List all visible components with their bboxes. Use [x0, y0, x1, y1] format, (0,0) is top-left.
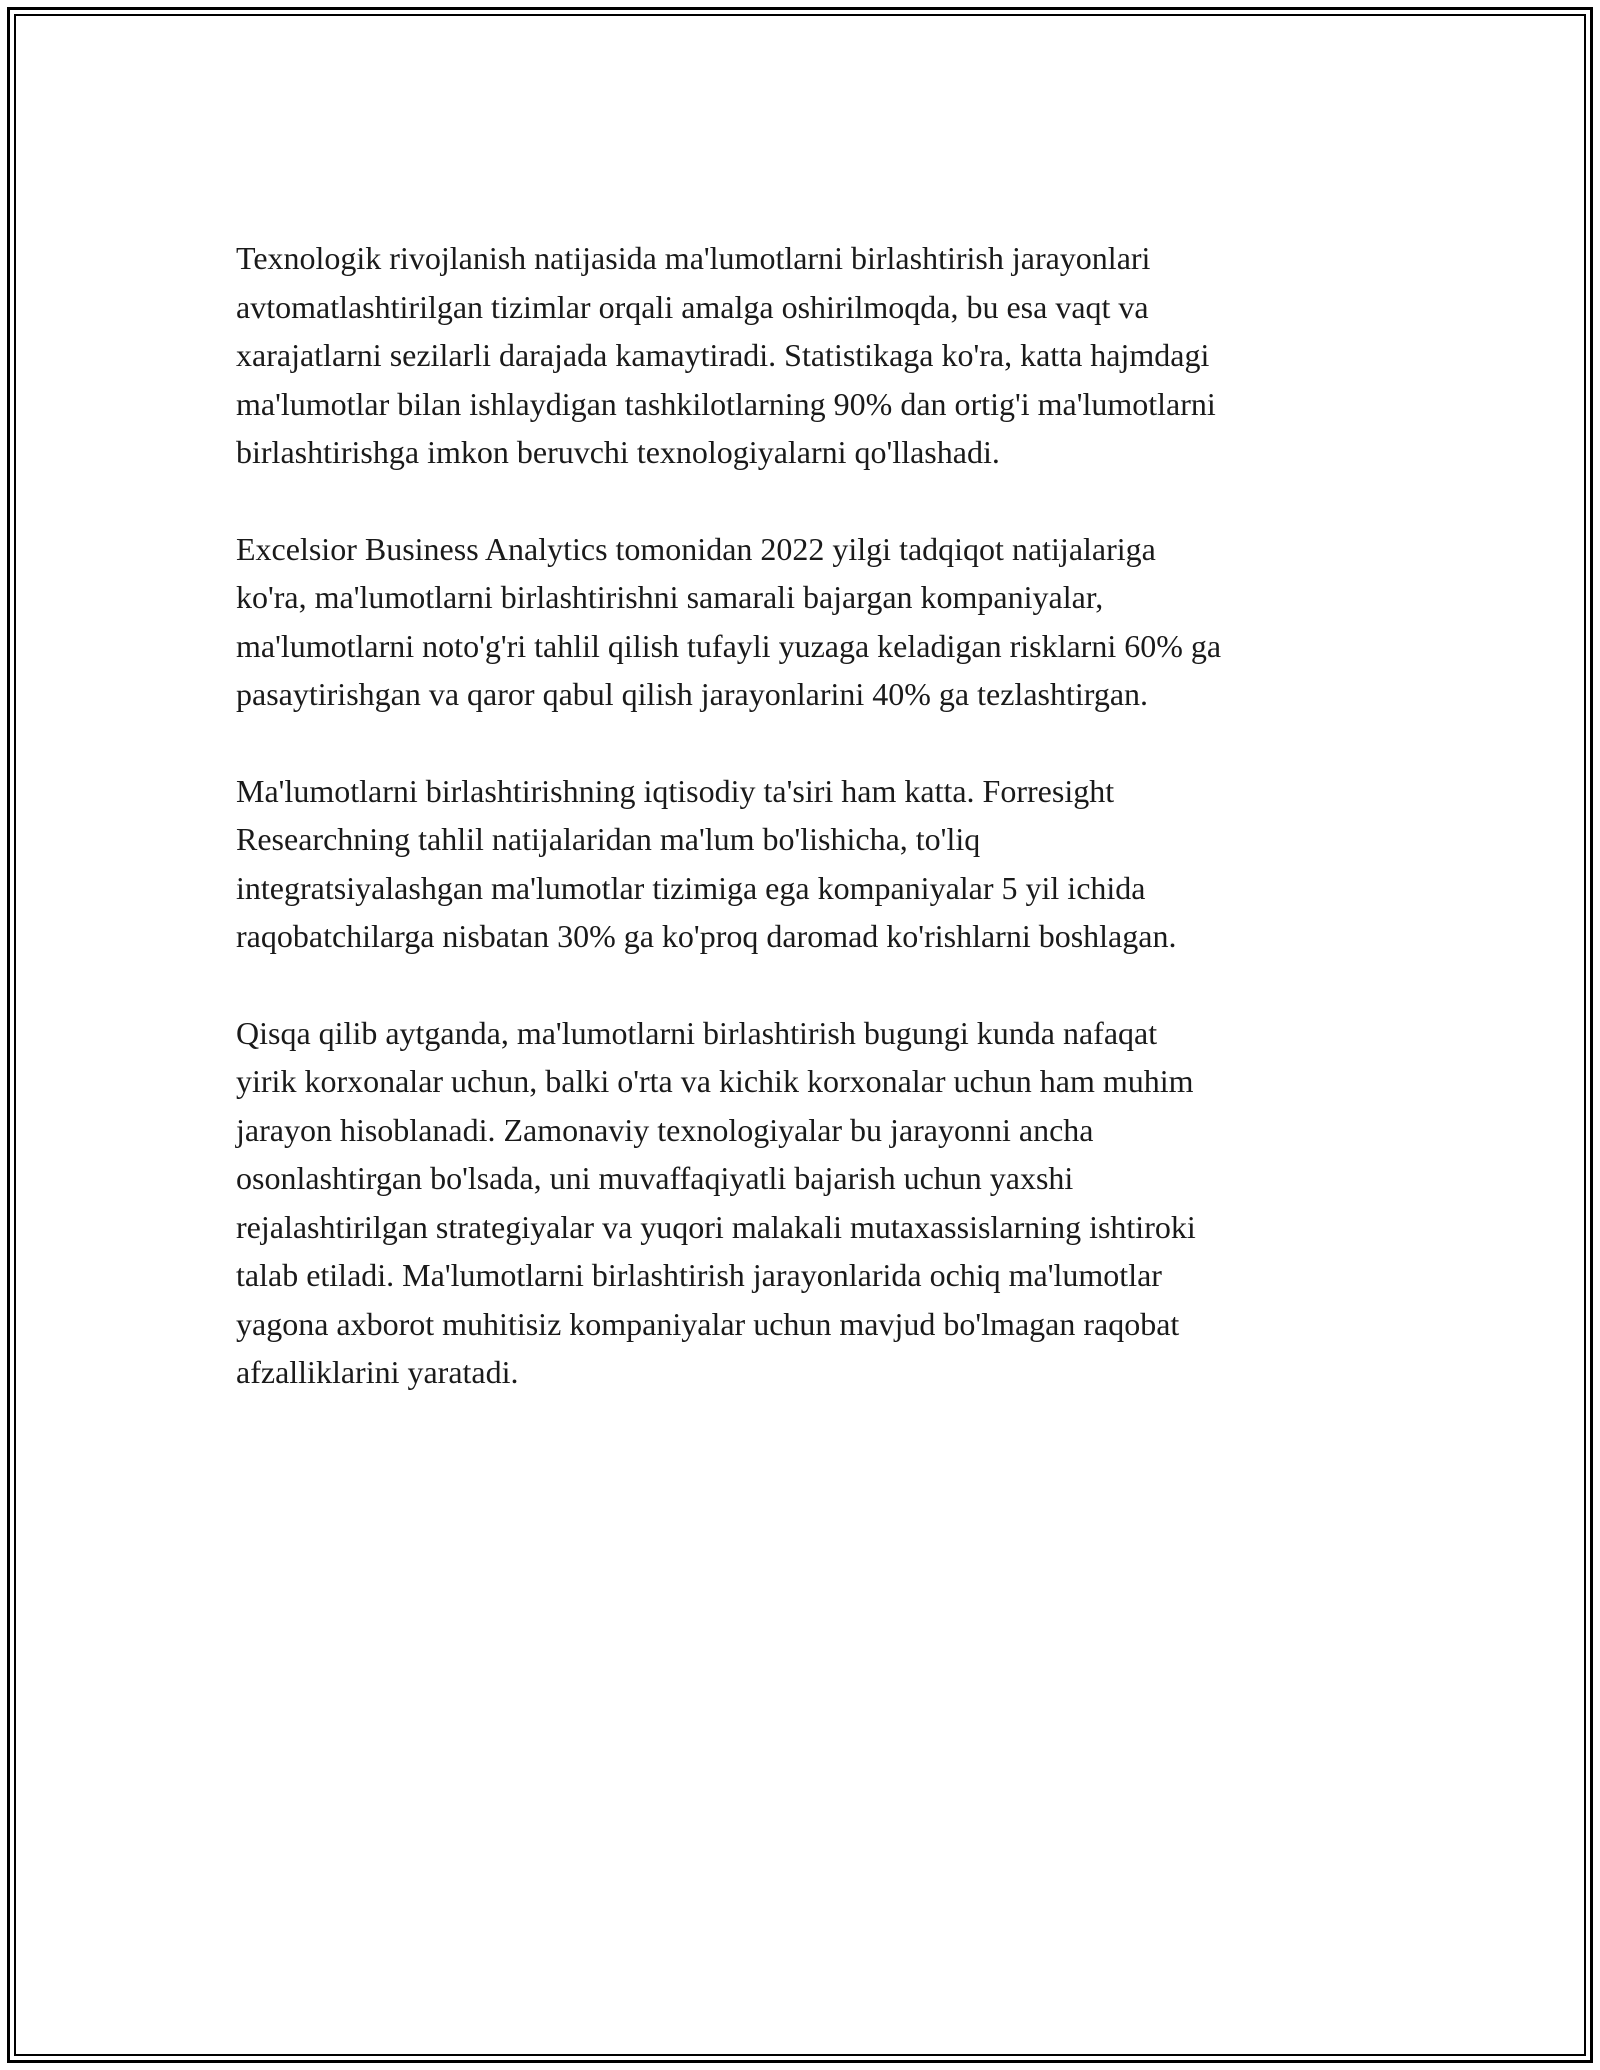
- paragraph-4: Qisqa qilib aytganda, ma'lumotlarni birlashtirish bugungi kunda nafaqat yirik korxonalar uchun, balki o'rta va kichik korxonalar uchun ham muhim jarayon hisoblanadi. Zamonaviy texnologiyalar bu jarayonni ancha osonlashtirgan bo'lsada, uni muvaffaqiyatli bajarish uchun yaxshi rejalashtirilgan strategiyalar va yuqori malakali mutaxassislarning ishtiroki talab etiladi. Ma'lumotlarni birlashtirish jarayonlarida ochiq ma'lumotlar yagona axborot muhitisiz kompaniyalar uchun mavjud bo'lmagan raqobat afzalliklarini yaratadi.: [236, 1014, 1196, 1390]
- paragraph-2: Excelsior Business Analytics tomonidan 2022 yilgi tadqiqot natijalariga ko'ra, ma'lumotlarni birlashtirishni samarali bajargan kompaniyalar, ma'lumotlarni noto'g'ri tahlil qilish tufayli yuzaga keladigan risklarni 60% ga pasaytirishgan va qaror qabul qilish jarayonlarini 40% ga tezlashtirgan.: [236, 530, 1222, 712]
- paragraph-3: Ma'lumotlarni birlashtirishning iqtisodiy ta'siri ham katta. Forresight Researchning tahlil natijalaridan ma'lum bo'lishicha, to'liq integratsiyalashgan ma'lumotlar tizimiga ega kompaniyalar 5 yil ichida raqobatchilarga nisbatan 30% ga ko'proq daromad ko'rishlarni boshlagan.: [236, 772, 1177, 954]
- document-body: [236, 234, 1376, 1445]
- paragraph-1: Texnologik rivojlanish natijasida ma'lumotlarni birlashtirish jarayonlari avtomatlashtirilgan tizimlar orqali amalga oshirilmoqda, bu esa vaqt va xarajatlarni sezilarli darajada kamaytiradi. Statistikaga ko'ra, katta hajmdagi ma'lumotlar bilan ishlaydigan tashkilotlarning 90% dan ortig'i ma'lumotlarni birlashtirishga imkon beruvchi texnologiyalarni qo'llashadi.: [236, 240, 1216, 470]
